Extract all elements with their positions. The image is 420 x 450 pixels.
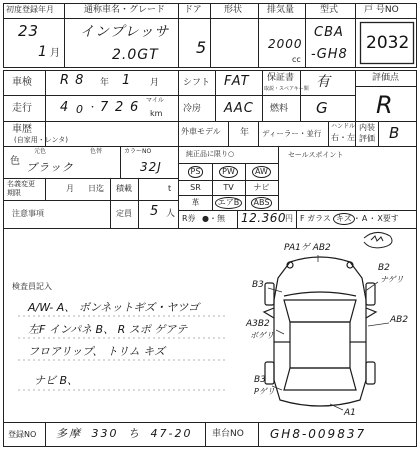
inspection-month-unit: 月 xyxy=(150,78,160,88)
equipment-item: エアB xyxy=(215,197,243,209)
mileage-digit: 0 xyxy=(76,103,84,116)
diagram-label: B3 xyxy=(254,375,266,385)
car-grade-value: 2.0GT xyxy=(112,47,159,63)
warranty-value: 有 xyxy=(316,74,331,90)
windshield-separator: ・ xyxy=(368,214,377,223)
shift-value: FAT xyxy=(224,74,250,89)
fuel-value: G xyxy=(316,99,329,117)
color-code-value: 32J xyxy=(140,160,162,174)
windshield-separator: ・ xyxy=(352,214,361,223)
mileage-unit-km: km xyxy=(150,109,163,118)
mileage-separator: ・ xyxy=(88,103,98,113)
name-change-label-bottom: 期限 xyxy=(7,189,21,197)
color-original-label: 元色 xyxy=(34,148,47,155)
import-model-label: 外車モデル xyxy=(181,127,221,136)
inspector-note: フロアリップ、 トリム キズ xyxy=(28,345,166,358)
door-value: 5 xyxy=(196,38,208,57)
equipment-cell-pw xyxy=(212,168,245,176)
score-value: R xyxy=(376,91,394,119)
car-name-label: 通称車名・グレード xyxy=(84,5,166,15)
equipment-label: 純正品に限り○ xyxy=(186,150,235,158)
diagram-label: A3B2 xyxy=(246,319,270,329)
equipment-item: SR xyxy=(190,183,201,192)
warranty-label: 保証書 xyxy=(267,73,295,83)
handwritten-mark xyxy=(364,232,392,247)
inspection-month: 1 xyxy=(122,73,132,88)
equipment-cell-navi xyxy=(245,184,278,192)
windshield-label: F ガラス xyxy=(300,214,331,223)
windshield-option: キズ xyxy=(333,213,355,225)
first-registration-label: 初度登録年月 xyxy=(6,5,54,14)
displacement-unit: cc xyxy=(292,55,301,64)
interior-score-label-bottom: 評価 xyxy=(359,134,375,143)
aircon-value: AAC xyxy=(224,101,254,116)
inspector-label: 検査員記入 xyxy=(12,282,52,291)
color-original-value: ブラック xyxy=(26,161,74,174)
displacement-label: 排気量 xyxy=(267,5,295,15)
first-registration-month: 1 xyxy=(38,44,48,60)
equipment-cell-leather xyxy=(179,199,212,207)
first-registration-month-unit: 月 xyxy=(50,48,60,59)
windshield-option: A xyxy=(361,214,368,223)
equipment-cell-tv xyxy=(212,184,245,192)
car-diagram xyxy=(264,257,376,406)
windshield-option: X要す xyxy=(377,214,399,223)
equipment-cell-airbag xyxy=(212,199,245,207)
diagram-label: PA1ゲ AB2 xyxy=(284,243,331,253)
equipment-item: ナビ xyxy=(253,183,270,192)
recycle-unit: 円 xyxy=(285,214,293,223)
color-code-label: カラーNO xyxy=(124,148,152,155)
lot-number-label: 戸 号NO xyxy=(364,5,399,15)
diagram-label: Pゲリ xyxy=(254,387,275,396)
handle-options: 右・左 xyxy=(331,133,355,142)
model-code-line2: -GH8 xyxy=(311,47,348,62)
fuel-label: 燃料 xyxy=(270,104,289,114)
history-label: 車歴 xyxy=(12,124,32,135)
equipment-cell-aw xyxy=(245,168,278,176)
aircon-label: 冷房 xyxy=(183,104,202,114)
recycle-options: ●・無 xyxy=(202,214,225,223)
displacement-value: 2000 xyxy=(268,37,303,51)
equipment-item: TV xyxy=(223,183,234,192)
model-code-label: 型式 xyxy=(320,5,339,15)
inspector-note: A/W- A、 ボンネットギズ・ヤツゴ xyxy=(28,301,199,314)
equipment-item: ABS xyxy=(251,197,273,209)
model-code-line1: CBA xyxy=(314,25,344,40)
car-name-value: インプレッサ xyxy=(80,24,170,40)
score-label: 評価点 xyxy=(372,73,400,83)
equipment-item: 革 xyxy=(191,198,200,207)
name-change-month-unit: 月 xyxy=(66,184,74,193)
import-model-year-unit: 年 xyxy=(240,128,250,138)
capacity-unit: 人 xyxy=(166,209,176,219)
interior-score-label-top: 内装 xyxy=(359,123,375,132)
sales-point-label: セールスポイント xyxy=(288,151,344,159)
inspection-label: 車検 xyxy=(12,77,32,88)
diagram-leader-lines xyxy=(268,255,389,410)
diagram-label: ボゲリ xyxy=(250,331,274,340)
cautions-label: 注意事項 xyxy=(12,209,44,218)
inspector-note: 左F インパネ B、 R スポ ゲアテ xyxy=(28,323,188,336)
capacity-value: 5 xyxy=(150,204,160,219)
recycle-value: 12.360 xyxy=(241,211,286,225)
equipment-item: PW xyxy=(219,166,238,178)
inspection-year: R 8 xyxy=(60,73,85,88)
mileage-digit: 2 xyxy=(115,100,125,115)
capacity-label: 定員 xyxy=(116,209,132,218)
mileage-digit: 7 xyxy=(100,100,110,115)
equipment-item: PS xyxy=(188,166,204,178)
load-unit: t xyxy=(168,184,172,193)
diagram-label: ナゲリ xyxy=(380,275,404,284)
color-changed-label: 色替 xyxy=(90,148,103,155)
mileage-digit: 4 xyxy=(60,100,70,115)
lot-number-value: 2032 xyxy=(366,33,410,53)
registration-label: 登録NO xyxy=(8,430,37,439)
registration-value: 多摩 330 ち 47-20 xyxy=(56,427,193,440)
door-label: ドア xyxy=(184,5,202,15)
chassis-label: 車台NO xyxy=(212,429,244,439)
history-options: (自家用・レンタ) xyxy=(14,136,69,144)
body-shape-label: 形状 xyxy=(224,5,243,15)
interior-score-value: B xyxy=(389,124,401,142)
inspector-note: ナビ B、 xyxy=(34,374,79,387)
windshield-options xyxy=(336,215,399,223)
equipment-cell-ps xyxy=(179,168,212,176)
load-label: 積載 xyxy=(116,184,132,193)
equipment-cell-abs xyxy=(245,199,278,207)
equipment-cell-sr xyxy=(179,184,212,192)
diagram-label: A1 xyxy=(344,408,356,418)
diagram-label: B2 xyxy=(378,263,390,273)
inspection-year-unit: 年 xyxy=(100,78,110,88)
chassis-value: GH8-009837 xyxy=(270,427,367,441)
warranty-sublabel: 取説・スペアキー類 xyxy=(264,86,309,92)
first-registration-year: 23 xyxy=(18,22,40,40)
recycle-label: R券 xyxy=(182,214,196,223)
equipment-item: AW xyxy=(252,166,271,178)
diagram-label: B3 xyxy=(252,280,264,290)
name-change-day-unit: 日迄 xyxy=(88,184,104,193)
name-change-label-top: 名義変更 xyxy=(7,180,35,188)
mileage-unit-mile: マイル xyxy=(146,97,164,104)
dealer-options: ディーラー・並行 xyxy=(262,129,322,138)
diagram-label: AB2 xyxy=(390,315,409,325)
shift-label: シフト xyxy=(183,78,211,88)
mileage-digit: 6 xyxy=(130,100,140,115)
color-label: 色 xyxy=(10,156,20,167)
mileage-label: 走行 xyxy=(12,103,32,114)
handle-label: ハンドル xyxy=(331,123,356,130)
